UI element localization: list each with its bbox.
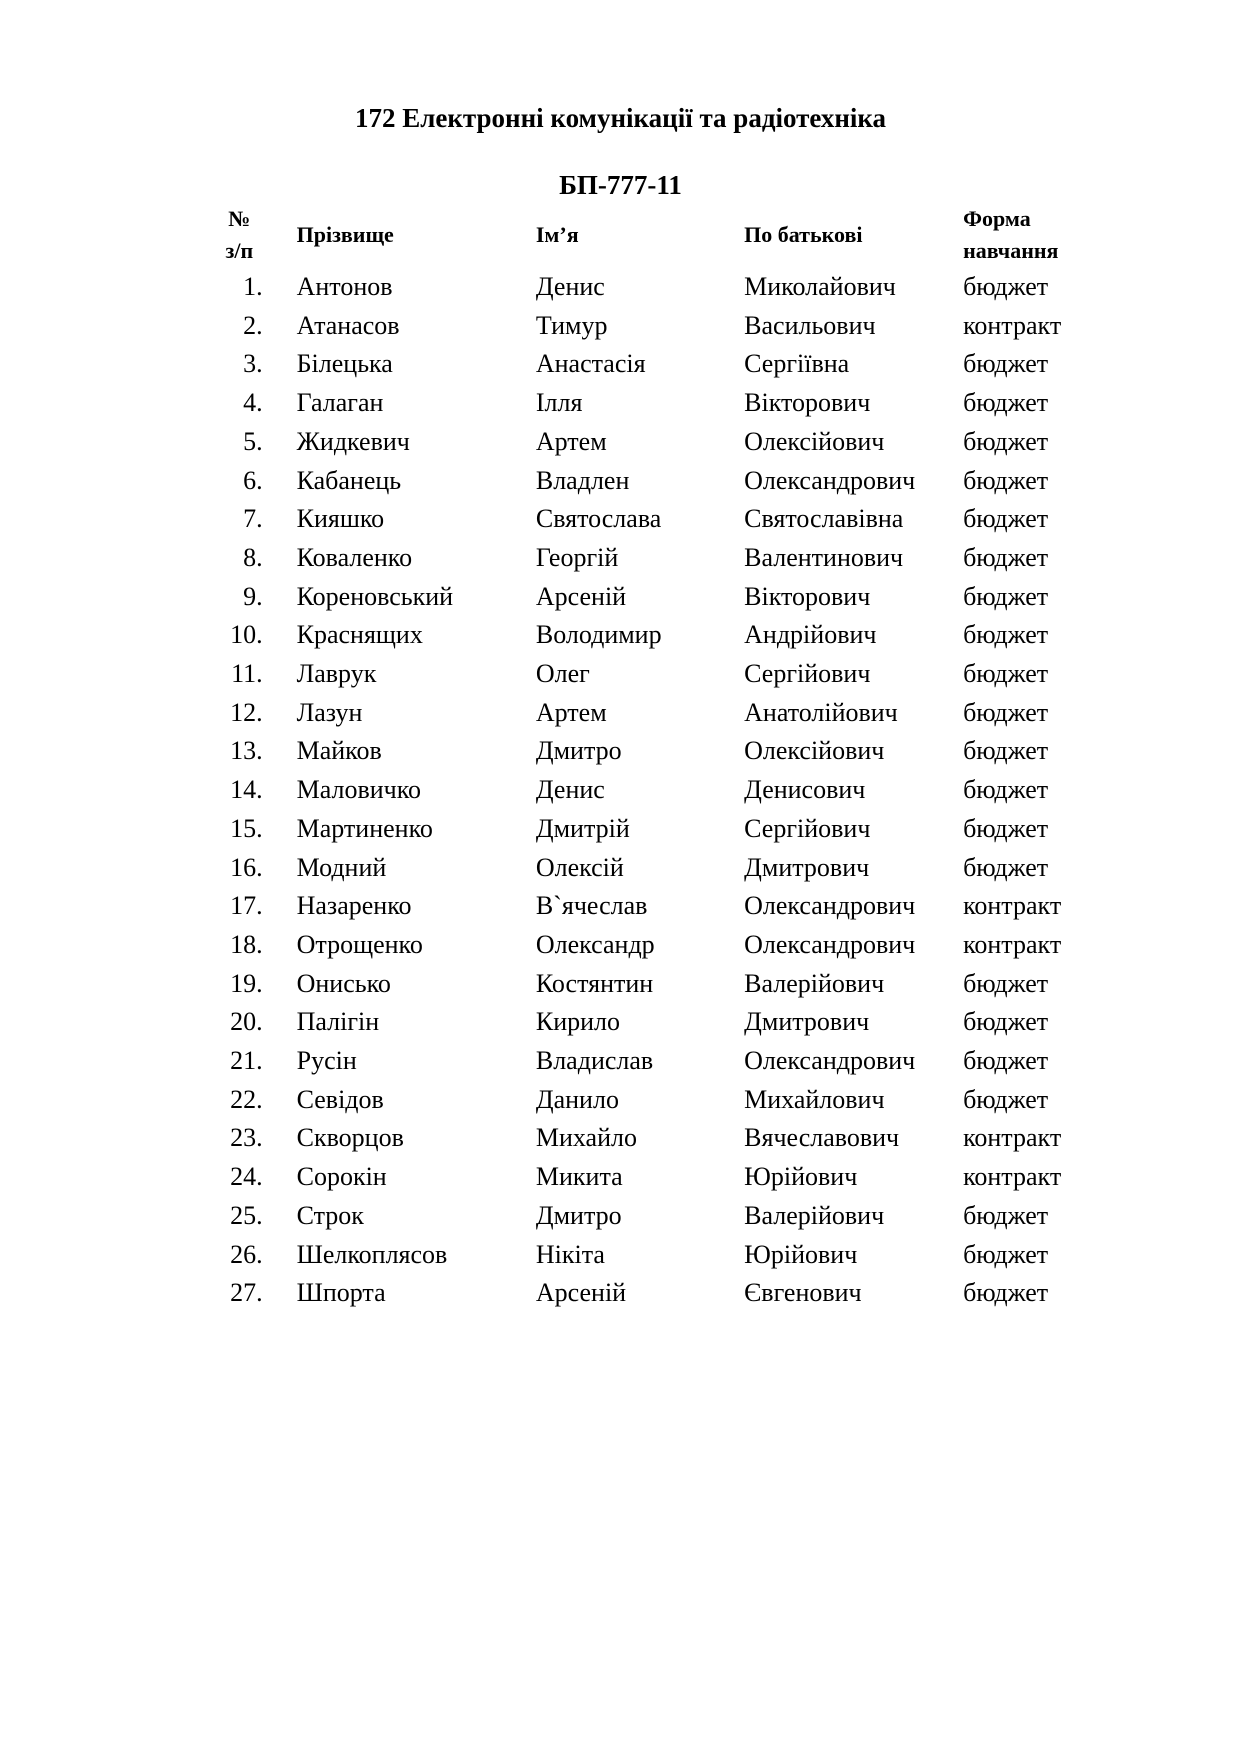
last-name-cell: Краснящих <box>296 620 423 650</box>
patronymic-cell: Олексійович <box>744 426 885 456</box>
group-code: БП-777-11 <box>559 170 682 200</box>
study-form-cell: бюджет <box>963 852 1049 882</box>
row-number: 2. <box>243 310 263 340</box>
first-name-cell: Олександр <box>535 929 655 959</box>
first-name-cell: Владлен <box>535 465 630 495</box>
study-form-cell: контракт <box>963 891 1062 921</box>
header-study-form-line1: Форма <box>963 206 1031 231</box>
study-form-cell: бюджет <box>963 620 1049 650</box>
table-row <box>198 1003 1138 1042</box>
table-row <box>198 539 1138 578</box>
patronymic-cell: Миколайович <box>744 272 896 301</box>
table-row <box>198 578 1138 617</box>
row-number: 7. <box>243 504 263 534</box>
table-row <box>198 1119 1138 1158</box>
header-study-form <box>963 202 1138 268</box>
study-form-cell: бюджет <box>963 581 1049 611</box>
row-number: 22. <box>230 1084 263 1114</box>
table-row <box>198 268 1138 307</box>
patronymic-cell: Юрійович <box>744 1162 858 1192</box>
study-form-cell: бюджет <box>963 775 1049 805</box>
first-name-cell: Арсеній <box>535 1278 627 1308</box>
first-name-cell: Ілля <box>535 388 583 418</box>
first-name-cell: Святослава <box>535 504 662 534</box>
study-form-cell: контракт <box>963 929 1062 959</box>
last-name-cell: Кабанець <box>296 465 402 495</box>
table-row <box>198 1158 1138 1197</box>
row-number: 20. <box>230 1007 263 1037</box>
last-name-cell: Білецька <box>296 349 393 379</box>
last-name-cell: Онисько <box>296 968 391 998</box>
last-name-cell: Жидкевич <box>296 426 410 456</box>
last-name-cell: Лаврук <box>296 659 377 689</box>
row-number: 3. <box>243 349 263 379</box>
study-form-cell: бюджет <box>963 813 1049 843</box>
table-row <box>198 926 1138 965</box>
study-form-cell: бюджет <box>963 659 1049 689</box>
study-form-cell: бюджет <box>963 1007 1049 1037</box>
first-name-cell: Денис <box>535 272 605 301</box>
last-name-cell: Севідов <box>296 1084 384 1114</box>
last-name-cell: Коваленко <box>296 542 413 572</box>
table-row <box>198 887 1138 926</box>
first-name-cell: Нікіта <box>535 1239 605 1269</box>
first-name-cell: Олег <box>535 659 590 689</box>
study-form-cell: бюджет <box>963 1239 1049 1269</box>
first-name-cell: В`ячеслав <box>535 891 648 921</box>
row-number: 1. <box>243 272 263 301</box>
header-patronymic: По батькові <box>744 222 863 247</box>
first-name-cell: Владислав <box>535 1046 654 1076</box>
header-first-name: Ім’я <box>535 222 579 247</box>
first-name-cell: Анастасія <box>535 349 646 379</box>
patronymic-cell: Олександрович <box>744 465 916 495</box>
study-form-cell: бюджет <box>963 1200 1049 1230</box>
student-roster-table <box>198 202 1138 1313</box>
patronymic-cell: Вячеславович <box>744 1123 900 1153</box>
last-name-cell: Майков <box>296 736 382 766</box>
table-row <box>198 423 1138 462</box>
table-row <box>198 384 1138 423</box>
first-name-cell: Олексій <box>535 852 624 882</box>
study-form-cell: бюджет <box>963 504 1049 534</box>
table-row <box>198 345 1138 384</box>
study-form-cell: бюджет <box>963 968 1049 998</box>
patronymic-cell: Євгенович <box>744 1278 862 1308</box>
row-number: 8. <box>243 542 263 572</box>
patronymic-cell: Дмитрович <box>744 852 870 882</box>
first-name-cell: Микита <box>535 1162 623 1192</box>
row-number: 9. <box>243 581 263 611</box>
row-number: 6. <box>243 465 263 495</box>
first-name-cell: Арсеній <box>535 581 627 611</box>
patronymic-cell: Сергійович <box>744 659 871 689</box>
table-row <box>198 694 1138 733</box>
table-row <box>198 732 1138 771</box>
document-title: 172 Електронні комунікації та радіотехніка <box>354 103 887 133</box>
last-name-cell: Палігін <box>296 1007 380 1037</box>
patronymic-cell: Олександрович <box>744 891 916 921</box>
row-number: 27. <box>230 1278 263 1308</box>
table-row <box>198 965 1138 1004</box>
table-body <box>198 268 1138 1313</box>
row-number: 10. <box>230 620 263 650</box>
first-name-cell: Володимир <box>535 620 662 650</box>
first-name-cell: Дмитро <box>535 1200 622 1230</box>
patronymic-cell: Вікторович <box>744 388 871 418</box>
row-number: 21. <box>230 1046 263 1076</box>
patronymic-cell: Сергіївна <box>744 349 850 379</box>
table-row <box>198 1081 1138 1120</box>
last-name-cell: Атанасов <box>296 310 400 340</box>
first-name-cell: Дмитро <box>535 736 622 766</box>
patronymic-cell: Васильович <box>744 310 876 340</box>
study-form-cell: бюджет <box>963 272 1049 301</box>
row-number: 12. <box>230 697 263 727</box>
last-name-cell: Русін <box>296 1046 357 1076</box>
table-row <box>198 1274 1138 1313</box>
study-form-cell: контракт <box>963 310 1062 340</box>
patronymic-cell: Олександрович <box>744 929 916 959</box>
last-name-cell: Галаган <box>296 388 384 418</box>
study-form-cell: бюджет <box>963 465 1049 495</box>
table-row <box>198 655 1138 694</box>
study-form-cell: бюджет <box>963 1278 1049 1308</box>
study-form-cell: бюджет <box>963 1084 1049 1114</box>
patronymic-cell: Валерійович <box>744 1200 885 1230</box>
first-name-cell: Артем <box>535 697 607 727</box>
row-number: 25. <box>230 1200 263 1230</box>
patronymic-cell: Олексійович <box>744 736 885 766</box>
table-row <box>198 307 1138 346</box>
first-name-cell: Артем <box>535 426 607 456</box>
header-last-name: Прізвище <box>296 222 394 247</box>
patronymic-cell: Денисович <box>744 775 866 805</box>
row-number: 14. <box>230 775 263 805</box>
patronymic-cell: Дмитрович <box>744 1007 870 1037</box>
first-name-cell: Михайло <box>535 1123 637 1153</box>
row-number: 17. <box>230 891 263 921</box>
patronymic-cell: Валентинович <box>744 542 904 572</box>
study-form-cell: бюджет <box>963 697 1049 727</box>
row-number: 4. <box>243 388 263 418</box>
table-row <box>198 771 1138 810</box>
last-name-cell: Шпорта <box>296 1278 386 1308</box>
table-row <box>198 849 1138 888</box>
study-form-cell: бюджет <box>963 426 1049 456</box>
row-number: 5. <box>243 426 263 456</box>
table-header <box>198 202 1138 268</box>
table-row <box>198 462 1138 501</box>
table-row <box>198 500 1138 539</box>
last-name-cell: Антонов <box>296 272 393 301</box>
last-name-cell: Маловичко <box>296 775 422 805</box>
table-row <box>198 1042 1138 1081</box>
table-row <box>198 1197 1138 1236</box>
first-name-cell: Костянтин <box>535 968 654 998</box>
row-number: 13. <box>230 736 263 766</box>
first-name-cell: Кирило <box>535 1007 621 1037</box>
first-name-cell: Георгій <box>535 542 619 572</box>
patronymic-cell: Анатолійович <box>744 697 898 727</box>
table-row <box>198 1236 1138 1275</box>
patronymic-cell: Вікторович <box>744 581 871 611</box>
header-number <box>198 202 297 268</box>
last-name-cell: Скворцов <box>296 1123 404 1153</box>
first-name-cell: Дмитрій <box>535 813 630 843</box>
study-form-cell: бюджет <box>963 1046 1049 1076</box>
row-number: 23. <box>230 1123 263 1153</box>
header-row <box>198 202 1138 268</box>
row-number: 15. <box>230 813 263 843</box>
last-name-cell: Сорокін <box>296 1162 387 1192</box>
header-number-line1: № <box>228 206 251 231</box>
first-name-cell: Данило <box>535 1084 619 1114</box>
patronymic-cell: Михайлович <box>744 1084 885 1114</box>
table-row <box>198 616 1138 655</box>
first-name-cell: Тимур <box>535 310 608 340</box>
study-form-cell: контракт <box>963 1162 1062 1192</box>
patronymic-cell: Андрійович <box>744 620 877 650</box>
study-form-cell: контракт <box>963 1123 1062 1153</box>
study-form-cell: бюджет <box>963 388 1049 418</box>
patronymic-cell: Олександрович <box>744 1046 916 1076</box>
last-name-cell: Шелкоплясов <box>296 1239 448 1269</box>
header-study-form-line2: навчання <box>963 238 1059 263</box>
last-name-cell: Кияшко <box>296 504 385 534</box>
row-number: 11. <box>231 659 263 689</box>
last-name-cell: Строк <box>296 1200 364 1230</box>
row-number: 18. <box>230 929 263 959</box>
patronymic-cell: Валерійович <box>744 968 885 998</box>
row-number: 24. <box>230 1162 263 1192</box>
last-name-cell: Лазун <box>296 697 363 727</box>
row-number: 26. <box>230 1239 263 1269</box>
patronymic-cell: Сергійович <box>744 813 871 843</box>
study-form-cell: бюджет <box>963 349 1049 379</box>
row-number: 16. <box>230 852 263 882</box>
row-number: 19. <box>230 968 263 998</box>
last-name-cell: Кореновський <box>296 581 454 611</box>
last-name-cell: Отрощенко <box>296 929 423 959</box>
study-form-cell: бюджет <box>963 736 1049 766</box>
study-form-cell: бюджет <box>963 542 1049 572</box>
patronymic-cell: Юрійович <box>744 1239 858 1269</box>
first-name-cell: Денис <box>535 775 605 805</box>
patronymic-cell: Святославівна <box>744 504 904 534</box>
last-name-cell: Назаренко <box>296 891 412 921</box>
last-name-cell: Мартиненко <box>296 813 433 843</box>
table-row <box>198 810 1138 849</box>
header-number-line2: з/п <box>225 238 254 263</box>
last-name-cell: Модний <box>296 852 387 882</box>
